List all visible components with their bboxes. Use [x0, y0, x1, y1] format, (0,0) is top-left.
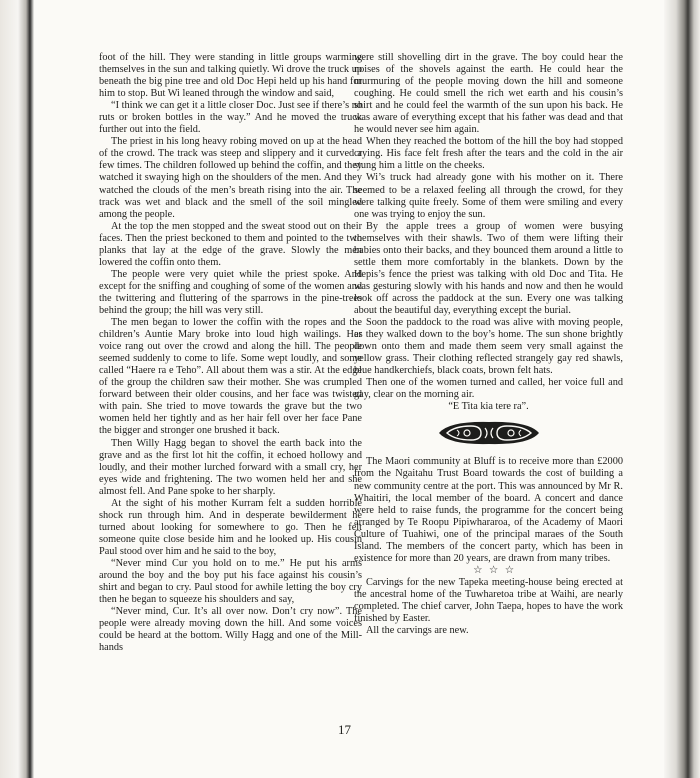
paragraph: By the apple trees a group of women were busying themselves with their shawls. Two of them were lifting their babies onto their backs, and they bounced them around a little to settle them more comfortably in the blankets. Down by the Hepis’s fence the priest was talking with old Doc and Tita. He was gesturing slowly with his hands and now and then he would look off across the paddock at the sun. Every one was talking about the beautiful day, everything except the burial. — [354, 220, 623, 316]
magazine-page — [38, 0, 660, 778]
paragraph: The priest in his long heavy robing moved on up at the head of the crowd. The track was steep and slippery and it curved a few times. The children followed up behind the coffin, and they watched it swaying high on the shoulders of the men. And they watched the clouds of the men’s breath rising into the air. The track was wet and black and the smell of the soil mingled among the people. — [99, 136, 362, 220]
paragraph: At the top the men stopped and the sweat stood out on their faces. Then the priest beckoned to them and pointed to the two planks that lay at the edge of the grave. Slowly the men lowered the coffin onto them. — [99, 220, 362, 268]
closing-quote: “E Tita kia tere ra”. — [448, 401, 529, 413]
page-edge — [664, 0, 700, 778]
paragraph: Then one of the women turned and called, her voice full and gay, clear on the morning air. — [354, 377, 623, 401]
paragraph: were still shovelling dirt in the grave. The boy could hear the noises of the shovels against the earth. He could hear the murmuring of the people moving down the hill and someone coughing. He could smell the rich wet earth and his cousin’s shirt and he could feel the warmth of the sun upon his back. He was aware of everything except that his father was dead and that he would never see him again. — [354, 52, 623, 136]
paragraph: “Never mind Cur you hold on to me.” He put his arms around the boy and the boy put his face against his cousin’s shirt and began to cry. Paul stood for awhile letting the boy cry then he began to squeeze his shoulders and say, — [99, 557, 362, 606]
news-paragraph: All the carvings are new. — [366, 625, 469, 637]
paragraph: At the sight of his mother Kurram felt a sudden horrible shock run through him. And in desperate bewilderment he turned about looking for somewhere to go. Then he felt someone quite close beside him and he looked up. His cousin Paul stood over him and he said to the boy, — [99, 497, 362, 557]
news-paragraph: The Maori community at Bluff is to receive more than £2000 from the Ngaitahu Trust Board towards the cost of building a new community centre at the port. This was announced by Mr R. Whaitiri, the local member of the board. A concert and dance were held to raise funds, the programme for the concert being arranged by Te Roopu Pipiwhararoa, of the Academy of Maori Culture of Tuahiwi, one of the principal maraes of the South Island. The members of the concert party, which has been in existence for more than 20 years, are drawn from many tribes. — [354, 456, 623, 564]
paragraph: The men began to lower the coffin with the ropes and the children’s Auntie Mary broke into loud high wailings. Her voice rang out over the crowd and along the hill. The people seemed suddenly to come to life. Some wept loudly, and some called “Haere ra e Teho”. All about them was a stir. At the edge of the group the children saw their mother. She was crumpled forward between their older cousins, and her face was twisted with pain. She tried to move towards the grave but the two women held her tightly and as her hair fell over her face Pane the bigger and stronger one brushed it back. — [99, 317, 362, 437]
paragraph: “Never mind, Cur. It’s all over now. Don’t cry now”. The people were already moving down the hill. And some voices could be heard at the bottom. Willy Hagg and one of the Mill-hands — [99, 606, 362, 654]
section-divider-stars: ☆ ☆ ☆ — [473, 564, 516, 576]
paragraph: “I think we can get it a little closer Doc. Just see if there’s no ruts or broken bottles in the way.” And he moved the truck further out into the field. — [99, 100, 362, 136]
book-spine-gutter — [0, 0, 34, 778]
page-number: 17 — [338, 722, 351, 737]
left-column — [99, 52, 362, 654]
paragraph: Soon the paddock to the road was alive with moving people, as they walked down to the boy’s home. The sun shone brightly down onto them and made them seem very small against the yellow grass. Their clothing reflected strangely gay red shawls, blue handkerchiefs, black coats, brown felt hats. — [354, 317, 623, 377]
right-column — [354, 52, 623, 637]
paragraph: Then Willy Hagg began to shovel the earth back into the grave and as the first lot hit the coffin, it echoed hollowy and loudly, and their mother lurched forward with a small cry, her eyes wide and frightening. The two women held her and she almost fell. And Pane spoke to her sharply. — [99, 437, 362, 497]
paragraph: The people were very quiet while the priest spoke. And except for the sniffing and coughing of some of the women and the twittering and fluttering of the sparrows in the pine-trees behind the group; the hill was very still. — [99, 268, 362, 316]
maori-carving-ornament-icon — [437, 420, 541, 446]
paragraph: foot of the hill. They were standing in little groups warming themselves in the sun and talking quietly. Wi drove the truck up beneath the big pine tree and old Doc Hepi held up his hand for him to stop. But Wi leaned through the window and said, — [99, 52, 362, 100]
paragraph: When they reached the bottom of the hill the boy had stopped crying. His face felt fresh after the tears and the cold in the air stung him a little on the cheeks. — [354, 136, 623, 172]
news-paragraph: Carvings for the new Tapeka meeting-house being erected at the ancestral home of the Tuwharetoa tribe at Waihi, are nearly completed. The chief carver, John Taepa, hopes to have the work finished by Easter. — [354, 576, 623, 625]
paragraph: Wi’s truck had already gone with his mother on it. There seemed to be a relaxed feeling all through the crowd, for they were talking quite freely. Some of them were smiling and every one was trying to enjoy the sun. — [354, 172, 623, 220]
